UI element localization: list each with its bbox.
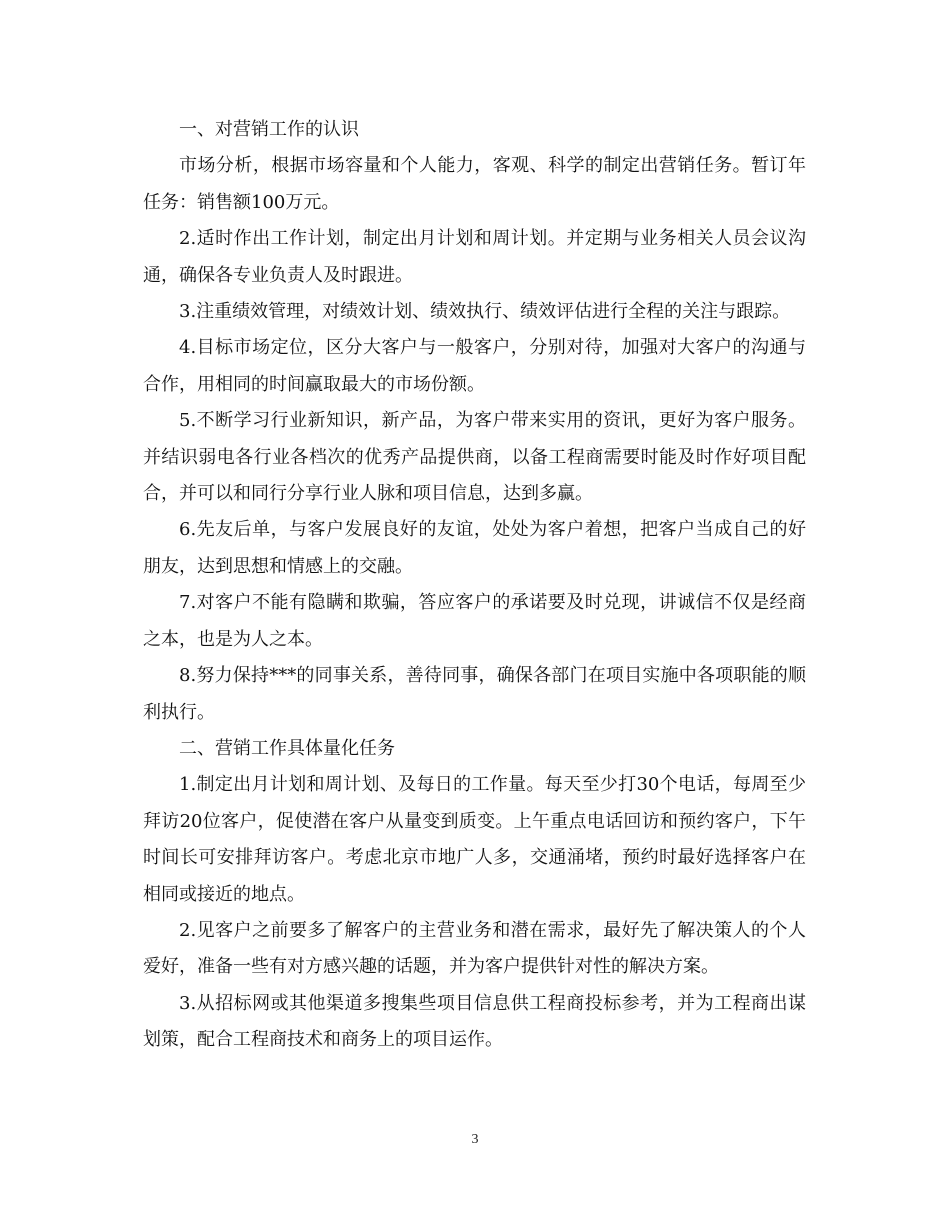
paragraph-market-analysis: 市场分析，根据市场容量和个人能力，客观、科学的制定出营销任务。暂订年任务：销售额100万元。 [143,155,806,213]
page-number: 3 [471,1132,479,1147]
paragraph-item-5: 5.不断学习行业新知识，新产品，为客户带来实用的资讯，更好为客户服务。并结识弱电各行业各档次的优秀产品提供商，以备工程商需要时能及时作好项目配合，并可以和同行分享行业人脉和项目信息，达到多赢。 [143,410,806,505]
paragraph-task-3: 3.从招标网或其他渠道多搜集些项目信息供工程商投标参考，并为工程商出谋划策，配合工程商技术和商务上的项目运作。 [143,992,806,1051]
paragraph-item-2: 2.适时作出工作计划，制定出月计划和周计划。并定期与业务相关人员会议沟通，确保各专业负责人及时跟进。 [143,228,806,286]
document-body [143,112,806,1059]
paragraph-item-3: 3.注重绩效管理，对绩效计划、绩效执行、绩效评估进行全程的关注与跟踪。 [179,301,791,323]
section-heading-1: 一、对营销工作的认识 [179,119,359,140]
section-heading-2: 二、营销工作具体量化任务 [179,737,395,759]
paragraph-item-7: 7.对客户不能有隐瞒和欺骗，答应客户的承诺要及时兑现，讲诚信不仅是经商之本，也是为人之本。 [143,592,806,650]
paragraph-item-6: 6.先友后单，与客户发展良好的友谊，处处为客户着想，把客户当成自己的好朋友，达到思想和情感上的交融。 [143,519,806,577]
paragraph-item-8: 8.努力保持***的同事关系，善待同事，确保各部门在项目实施中各项职能的顺利执行。 [143,665,806,723]
paragraph-task-1: 1.制定出月计划和周计划、及每日的工作量。每天至少打30个电话，每周至少拜访20位客户，促使潜在客户从量变到质变。上午重点电话回访和预约客户，下午时间长可安排拜访客户。考虑北京市地广人多，交通涌堵，预约时最好选择客户在相同或接近的地点。 [143,774,806,905]
paragraph-item-4: 4.目标市场定位，区分大客户与一般客户，分别对待，加强对大客户的沟通与合作，用相同的时间赢取最大的市场份额。 [143,337,806,395]
paragraph-task-2: 2.见客户之前要多了解客户的主营业务和潜在需求，最好先了解决策人的个人爱好，准备一些有对方感兴趣的话题，并为客户提供针对性的解决方案。 [143,919,806,978]
